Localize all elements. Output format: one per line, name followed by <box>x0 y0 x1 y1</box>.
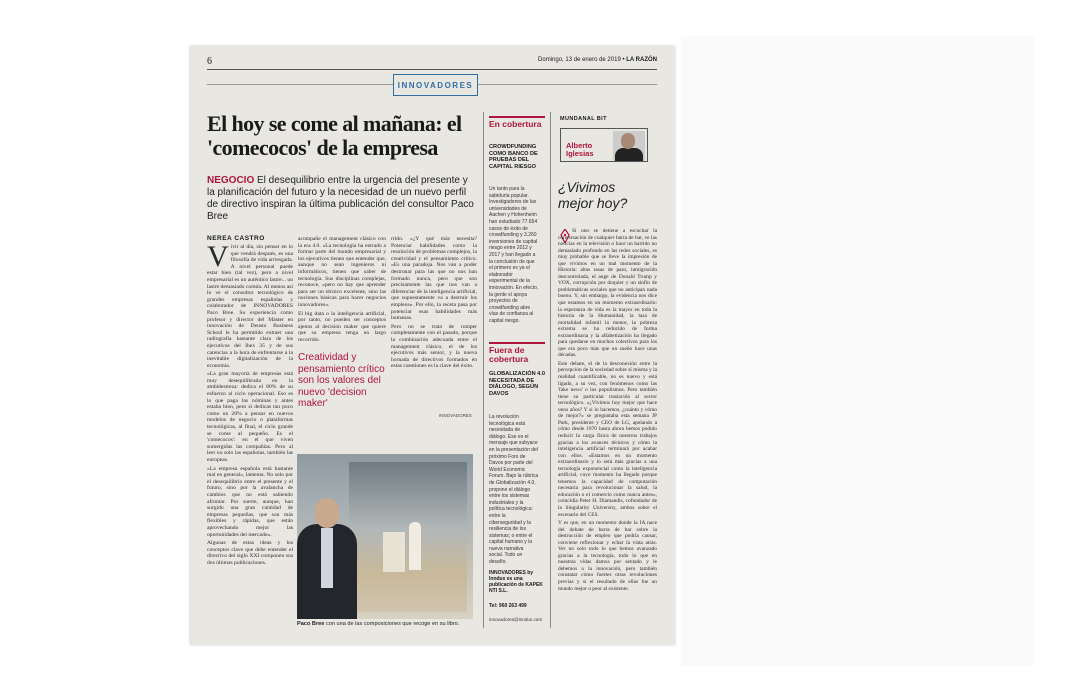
author-last-name: Iglesias <box>566 149 594 158</box>
person-head <box>315 498 339 528</box>
section-rule-left <box>207 84 393 85</box>
col1-paragraph-3: «La empresa española está bastante mal en general», lamenta. No solo por el desequilibrio entre el presente y el futuro, sino por la avalancha de cambios que no está sabiendo afrontar. Por suerte, aunque, han surgido una gran cantidad de empresas pequeñas, que son más flexibles y rápidas, que están aprovechando mejor las oportunidades del mercado». <box>207 465 293 538</box>
date-text: Domingo, 13 de enero de 2019 <box>538 57 621 63</box>
credits: INNOVADORES by Inndux es una publicación de KAPEK NTI S.L. <box>489 570 543 594</box>
caption-text: con una de las composiciones que recoge en su libro. <box>325 621 460 627</box>
opinion-title <box>558 179 668 211</box>
col1-paragraph-2: «La gran mayoría de empresas está muy desequilibrada en la ambidestreza: dedica el 80% de su esfuerzo al ciclo operacional. Eso es lo que paga las nóminas y antes estaba bien, pero si dedicas tan poco como un 20% a pensar en nuevos modelos de negocio o plataformas tecnológicas, al final, el ciclo grande se come al pequeño. Es el 'comecocos': en el que viven sumergidas las compañías. Pero al leer no solo las españolas, también las europeas. <box>207 371 293 463</box>
opinion-paragraph-3: Y es que, en un momento donde la IA nace del debate de barra de bar sobre la destrucción de empleo que podría causar, conviene reflexionar y echar la vista atrás. Ver no solo todo lo que hemos avanzado gracias a la tecnología, todo lo que en nuestras vidas damos por sentado y le debemos a la innovación, pero también constatar cómo fuertes otras revoluciones previas y si el resultado de ellas fue un mundo mejor o peor al existente. <box>558 520 657 592</box>
article-column-1 <box>207 244 293 636</box>
opinion-column <box>558 228 657 638</box>
col1-paragraph-1: ivir al día, sin pensar en lo que vendrá después, es una filosofía de vida arriesgada. A nivel personal puede estar bien (tal vez), pero a nivel empresarial es un auténtico lastre... un lastre demasiado común. Al menos así lo ve el consultor tecnológico de grandes empresas españolas y colaborador de INNOVADORES Paco Bree. Su experiencia como profesor y director del Máster en innovación de Deusto Business School le ha permitido extraer una radiografía bastante clara de los ejecutivos del Ibex 35 y de sus carencias a la hora de enfrentarse a la inevitable digitalización de la economía. <box>207 244 293 369</box>
col2-paragraph-1: acompañe el management clásico con la era 4.0. «La tecnología ha entrado a formar parte del mundo empresarial y los ejecutivos tienen que entender que, aunque no sean ingenieros ni informáticos, tienen que saber de tecnología. Sus disciplinas complejas, reconoce, «pero no hay que aprender para ser un técnico excelente, sino las nociones básicas para hacer negocios innovadores». <box>298 236 386 308</box>
off-coverage-heading: Fuera de cobertura <box>489 342 545 364</box>
col2-paragraph-2: El big data o la inteligencia artificial, por tanto, no pueden ser conceptos ajenos al decision maker que quiere que su empresa tenga un largo recorrido. <box>298 310 386 343</box>
lede-kicker: NEGOCIO <box>207 175 255 186</box>
author-head <box>621 133 635 149</box>
article-signature: INNOVADORES <box>439 413 472 418</box>
pull-quote: Creatividad y pensamiento crítico son los valores del nuevo 'decision maker' <box>298 352 385 409</box>
off-coverage-text: La revolución tecnológica está necesitada de diálogo. Ese es el mensaje que subyace en la presentación del próximo Foro de Davos por parte del World Economic Forum. Bajo la rúbrica de Globalización 4.0, propone el diálogo entre los sistemas industriales y la política tecnológica: entre la ciberseguridad y la resiliencia de los sistemas; o entre el capital humano y la nueva narrativa social. Todo un desafío. <box>489 414 539 566</box>
column-divider-2 <box>550 112 551 628</box>
opinion-paragraph-2: Este debate, el de la desconexión entre la percepción de la sociedad sobre sí misma y la realidad cuantificable, no es nuevo y está ligado, a su vez, con fenómenos como las 'fake news' o los populismos. Pero también tiene su particular traslación al sector tecnológico. «¿Vivimos hoy mejor que hace unos años? Y si lo hacemos, ¿cuánto y cómo de mejor?» se preguntaba esta semana JP Park, presidente y CEO de LG, apelando a cómo desde 1970 hasta ahora hemos podido reducir la carga física de nuestros trabajos gracias a los avances técnicos y cómo la inteligencia artificial terminará por acabar con ellos. «Estamos en un momento extraordinario y lo será más gracias a una tecnología exponencial como la inteligencia artificial, cuyo momento ha llegado porque tenemos la capacidad de computación necesaria para revolucionar la salud, la educación o el comercio como nunca antes», coincidía Peter H. Diamandis, cofundador de la Singularity University, ambos sobre el escenario del CES. <box>558 360 657 518</box>
headline <box>207 112 487 160</box>
author-photo <box>613 131 645 161</box>
opinion-title-line-1: ¿Vivimos <box>558 179 616 195</box>
byline: NEREA CASTRO <box>207 235 265 242</box>
header-rule <box>207 69 657 70</box>
knight-figure <box>409 522 421 570</box>
section-tag: INNOVADORES <box>393 74 478 96</box>
phone: Tel: 960 263 499 <box>489 603 527 609</box>
dateline: Domingo, 13 de enero de 2019 • LA RAZÓN <box>538 57 657 63</box>
col1-paragraph-4: Algunas de estas ideas y los conceptos clave que debe entender el directivo del siglo XXI componen sus dos últimas publicaciones. <box>207 540 293 566</box>
coverage-text: Un tanto para la sabiduría popular. Investigadores de las universidades de Aachen y Hohenheim han estudiado 77.654 casos de éxito de crowdfunding y 3.260 inversiones de capital riesgo entre 2012 y 2017 y han llegado a la conclusión de que el primero es ya el elaborador experimental de la innovación. En efecto, la gente sí apoya proyectos de crowdfunding abre vías de confianza al capital riesgo. <box>489 186 539 324</box>
windmill-shape <box>383 532 405 572</box>
column-divider-1 <box>483 112 484 628</box>
article-column-2 <box>298 236 386 348</box>
col3-paragraph-1: rrido. «¿Y qué más necesita? Potenciar habilidades como la resolución de problemas complejos, la creatividad y el pensamiento crítico. «Es una paradoja. Nos van a poder destronar para las que no nos han formado nunca, pero que son precisamente las que nos van a diferenciar de la inteligencia artificial, que supuestamente va a destruir los empleos». Por ello, la receta pasa por potenciar esas habilidades más humanas. <box>391 236 477 322</box>
lede-text: El desequilibrio entre la urgencia del presente y la planificación del futuro y la necesidad de un nuevo perfil de directivo inspiran la última publicación del consultor Paco Bree <box>207 175 474 222</box>
off-coverage-subheading: GLOBALIZACIÓN 4.0 NECESITADA DE DIÁLOGO, SEGÚN DAVOS <box>489 371 545 397</box>
article-photo <box>297 454 473 619</box>
col3-paragraph-2: Pero no se trata de romper completamente con el pasado, porque la combinación adecuada entre el management clásico, el de los ejecutivos más senior, y la nueva hornada de directivos formados en estas cuestiones es la clave del éxito. <box>391 323 477 370</box>
lede <box>207 175 475 223</box>
painting <box>349 462 467 612</box>
headline-line-2: 'comecocos' de la empresa <box>207 135 438 160</box>
photo-caption <box>297 621 459 627</box>
author-box <box>560 128 648 162</box>
author-name <box>566 142 594 158</box>
author-first-name: Alberto <box>566 141 593 150</box>
opinion-paragraph-1: Si uno se detiene a escuchar la conversación de cualquier barra de bar, ve las noticias en la televisión o hace un barrido no demasiado profundo en las redes sociales, es muy probable que se lleve la impresión de que vivimos en un mal momento de la Historia: altas tasas de paro, inmigración descontrolada, el auge de Donald Trump y VOX, corrupción por doquier y un sinfín de problemáticas sociales que no anticipan nada bueno. Y, sin embargo, la evidencia nos dice que estamos en un momento extraordinario: la esperanza de vida es la mayor en toda la historia de la Humanidad, la tasa de mortalidad infantil la menor, la pobreza extrema se ha reducido de forma extraordinaria y la alfabetización ha llegado para quedarse en muchos colectivos para los que era poco más que un sueño hace unas décadas. <box>558 228 657 359</box>
newspaper-page <box>190 46 675 645</box>
page-header <box>207 56 657 68</box>
page-number: 6 <box>207 56 212 67</box>
caption-name: Paco Bree <box>297 621 325 627</box>
headline-line-1: El hoy se come al mañana: el <box>207 111 462 136</box>
section-rule-right <box>478 84 657 85</box>
coverage-subheading: CROWDFUNDING COMO BANCO DE PRUEBAS DEL CAPITAL RIESGO <box>489 144 538 170</box>
email: innovadores@inndux.com <box>489 617 543 622</box>
opinion-label: MUNDANAL BIT <box>560 116 607 122</box>
opinion-title-line-2: mejor hoy? <box>558 195 628 211</box>
coverage-heading: En cobertura <box>489 116 545 129</box>
masthead: LA RAZÓN <box>626 57 657 63</box>
blank-panel <box>681 36 1034 666</box>
dropcap: V <box>207 244 229 273</box>
author-body <box>615 148 643 161</box>
article-column-3 <box>391 236 477 411</box>
person-shirt <box>321 528 333 588</box>
